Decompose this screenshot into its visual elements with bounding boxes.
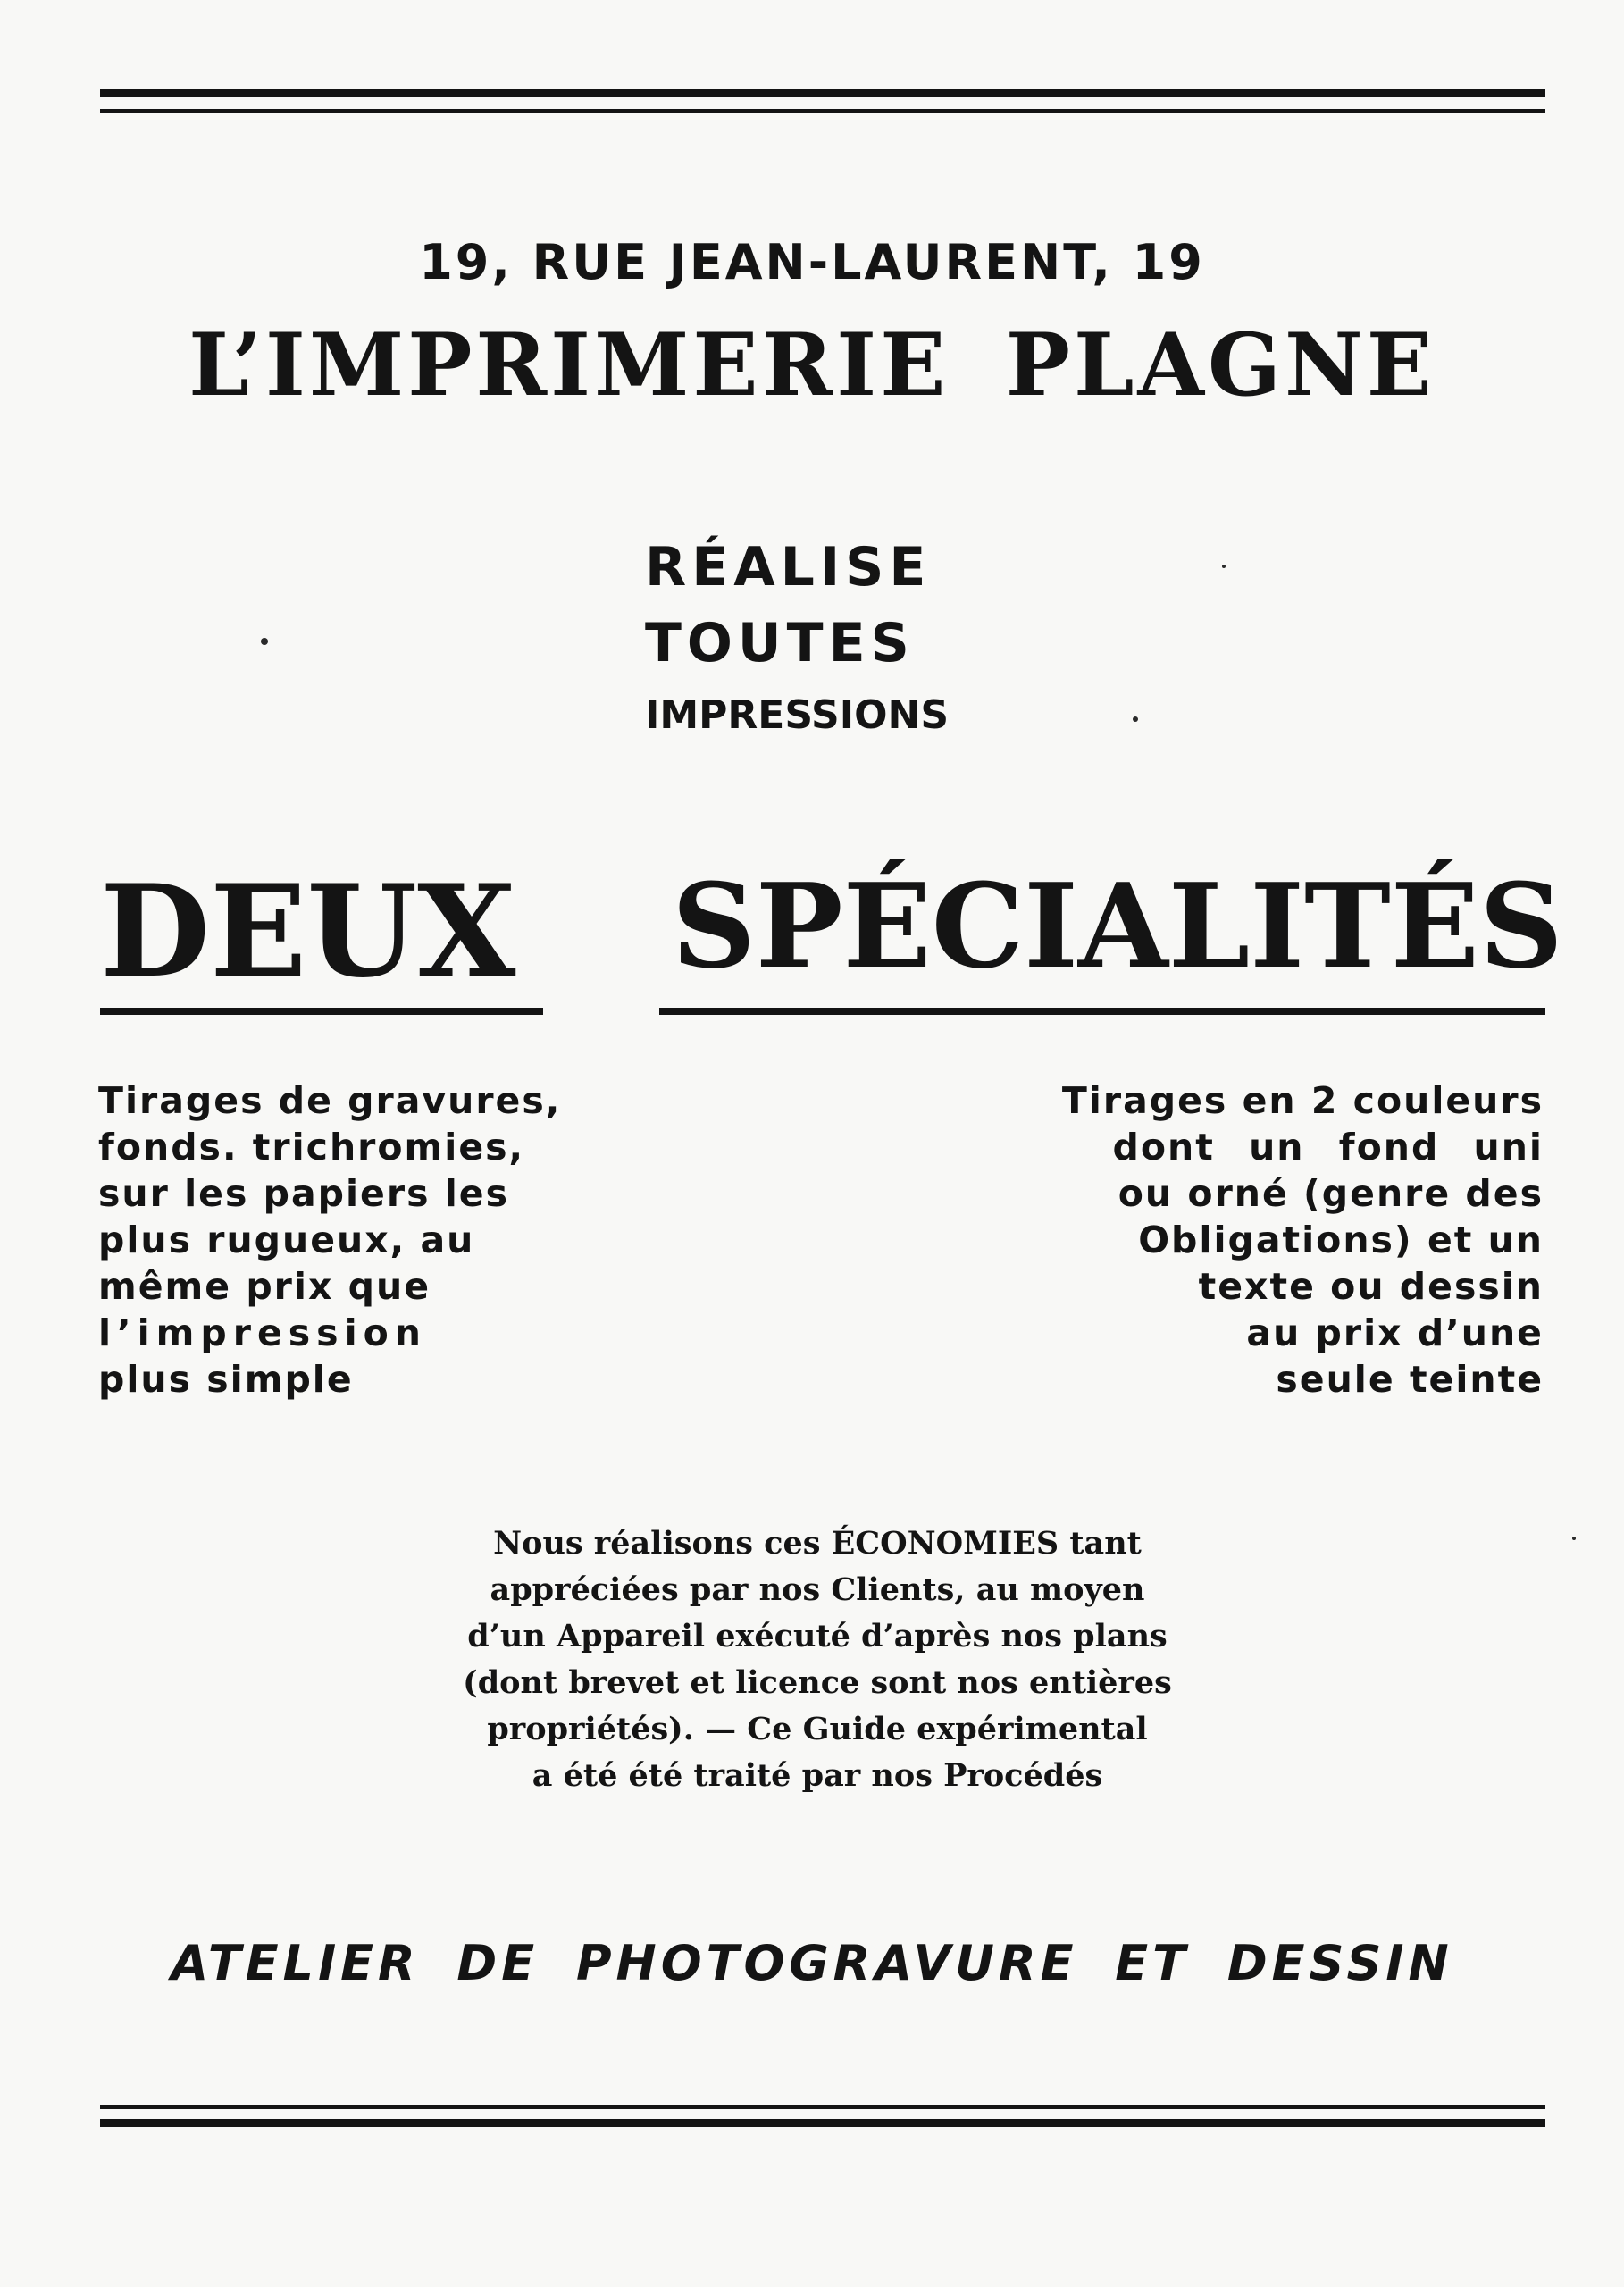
headline-rule-left <box>100 1008 543 1015</box>
top-rule-thick <box>100 89 1545 97</box>
specialty-right-line: Obligations) et un <box>1138 1219 1544 1261</box>
specialty-right-line: seule teinte <box>1276 1358 1544 1401</box>
tagline-line-3: IMPRESSIONS <box>645 692 950 738</box>
print-speck <box>261 638 268 645</box>
bottom-rule-thick <box>100 2119 1545 2127</box>
bottom-rule-thin <box>100 2105 1545 2109</box>
address-line: 19, RUE JEAN-LAURENT, 19 <box>419 234 1205 290</box>
print-speck <box>1222 565 1226 568</box>
specialty-left <box>98 1077 724 1403</box>
headline-deux: DEUX <box>100 858 516 1006</box>
specialty-left-line: fonds. trichromies, <box>98 1126 525 1169</box>
paragraph-line: (dont brevet et licence sont nos entières <box>463 1664 1172 1701</box>
paragraph-line: propriétés). — Ce Guide expérimental <box>487 1711 1148 1747</box>
specialty-left-line: l’impression <box>98 1311 427 1354</box>
specialty-left-line: Tirages de gravures, <box>98 1079 562 1122</box>
paragraph-line: a été été traité par nos Procédés <box>532 1757 1103 1794</box>
atelier-line: ATELIER DE PHOTOGRAVURE ET DESSIN <box>171 1935 1453 1991</box>
specialty-right-line: dont un fond uni <box>1112 1126 1544 1169</box>
specialty-left-line: même prix que <box>98 1265 431 1308</box>
specialty-left-line: sur les papiers les <box>98 1172 510 1215</box>
paragraph-line: Nous réalisons ces ÉCONOMIES tant <box>493 1525 1142 1562</box>
specialty-left-line: plus rugueux, au <box>98 1219 475 1261</box>
paragraph-line: appréciées par nos Clients, au moyen <box>490 1571 1145 1608</box>
firm-name: L’IMPRIMERIE PLAGNE <box>188 314 1436 415</box>
headline-specialites: SPÉCIALITÉS <box>672 858 1563 994</box>
economies-paragraph <box>357 1520 1277 1799</box>
tagline-line-2: TOUTES <box>645 612 915 674</box>
print-speck <box>1572 1537 1576 1540</box>
specialty-left-line: plus simple <box>98 1358 354 1401</box>
specialty-right-line: texte ou dessin <box>1198 1265 1544 1308</box>
specialty-right-line: Tirages en 2 couleurs <box>1061 1079 1544 1122</box>
paragraph-line: d’un Appareil exécuté d’après nos plans <box>467 1618 1168 1655</box>
top-rule-thin <box>100 109 1545 113</box>
tagline-line-1: RÉALISE <box>645 536 932 599</box>
specialty-right <box>918 1077 1544 1403</box>
specialty-right-line: ou orné (genre des <box>1118 1172 1544 1215</box>
print-speck <box>1133 716 1138 722</box>
headline-rule-right <box>659 1008 1545 1015</box>
specialty-right-line: au prix d’une <box>1246 1311 1544 1354</box>
